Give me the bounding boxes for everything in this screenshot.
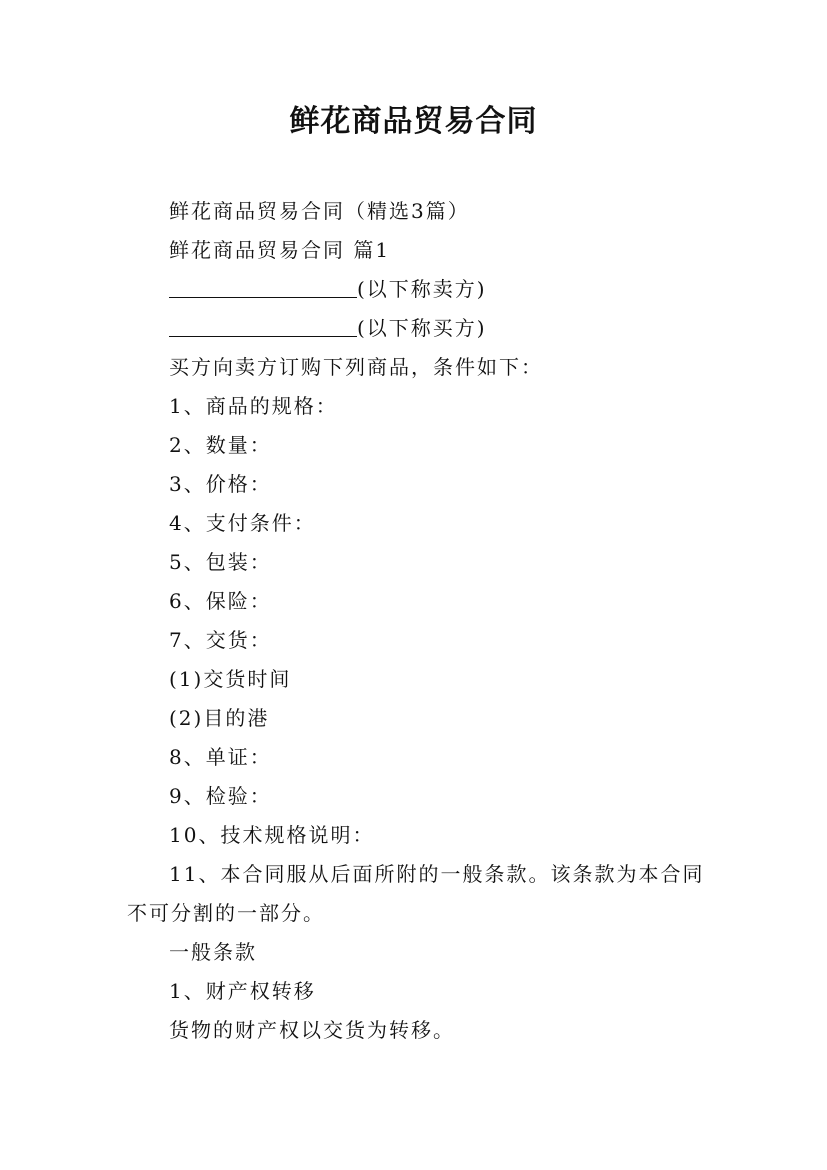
seller-blank: [169, 275, 357, 298]
document-subtitle: 鲜花商品贸易合同（精选3篇）: [169, 199, 470, 223]
general-item-text: 货物的财产权以交货为转移。: [169, 1018, 455, 1042]
list-item: (2)目的港: [169, 706, 270, 730]
list-item: 6、保险：: [169, 589, 272, 613]
list-item: 5、包装：: [169, 550, 272, 574]
general-terms-heading: 一般条款: [169, 940, 257, 964]
section-heading: 鲜花商品贸易合同 篇1: [169, 238, 391, 262]
list-item: 8、单证：: [169, 745, 272, 769]
list-item: 10、技术规格说明：: [169, 823, 375, 847]
general-item-heading: 1、财产权转移: [169, 979, 316, 1003]
list-item: 3、价格：: [169, 472, 272, 496]
list-item: 9、检验：: [169, 784, 272, 808]
buyer-suffix: (以下称买方): [357, 316, 487, 340]
document-body: [127, 192, 707, 1050]
intro-paragraph: 买方向卖方订购下列商品，条件如下：: [169, 355, 543, 379]
buyer-blank: [169, 314, 357, 337]
clause-11-paragraph: 11、本合同服从后面所附的一般条款。该条款为本合同不可分割的一部分。: [127, 862, 705, 925]
seller-line: [127, 270, 707, 309]
list-item: 1、商品的规格：: [169, 394, 338, 418]
list-item: 2、数量：: [169, 433, 272, 457]
list-item: (1)交货时间: [169, 667, 292, 691]
buyer-line: [127, 309, 707, 348]
list-item: 7、交货：: [169, 628, 272, 652]
seller-suffix: (以下称卖方): [357, 277, 487, 301]
list-item: 4、支付条件：: [169, 511, 316, 535]
document-title: 鲜花商品贸易合同: [289, 104, 538, 139]
